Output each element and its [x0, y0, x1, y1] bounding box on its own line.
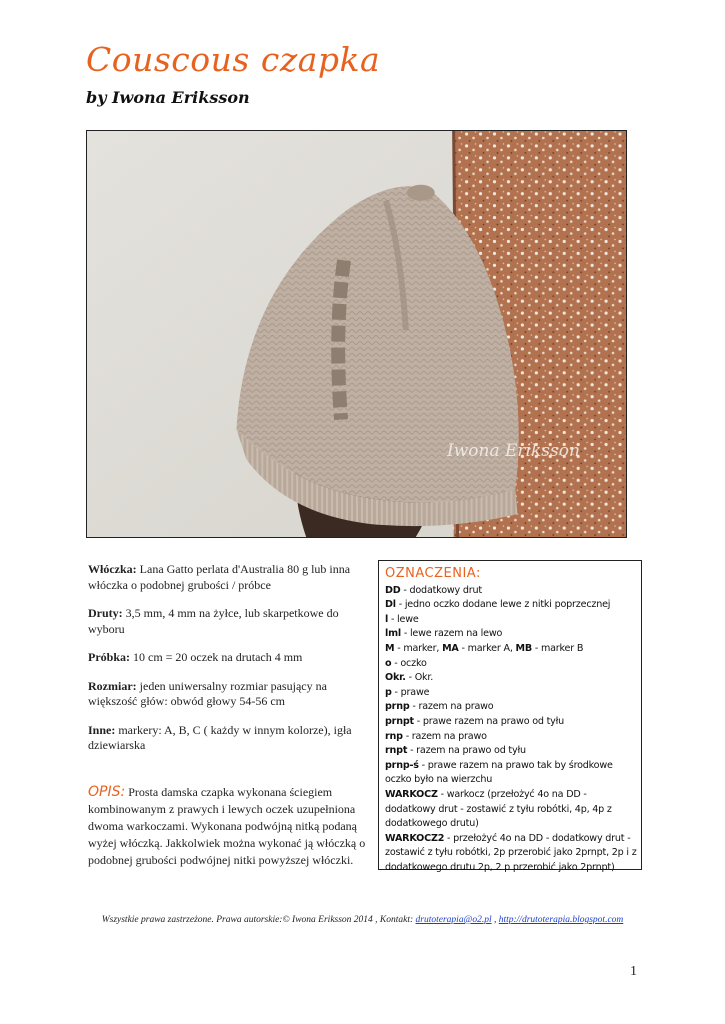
abbreviation-term: o [385, 657, 392, 669]
abbreviation-row [385, 657, 637, 672]
spec-label: Rozmiar: [88, 678, 137, 693]
page-number: 1 [630, 964, 637, 979]
abbreviation-row [385, 700, 637, 715]
abbreviation-definition: - marker A, [458, 642, 516, 654]
abbreviation-row [385, 788, 637, 832]
abbreviation-term: rnpt [385, 745, 408, 757]
abbreviation-row [385, 730, 637, 745]
spec-gauge [88, 650, 372, 666]
spec-label: Inne: [88, 722, 116, 737]
photo-watermark: Iwona Eriksson [447, 441, 580, 461]
abbreviation-definition: - razem na prawo od tyłu [407, 745, 526, 757]
abbreviation-definition: - marker, [394, 642, 443, 654]
pattern-specs [88, 562, 372, 882]
copyright-text: Wszystkie prawa zastrzeżone. Prawa autorskie:© Iwona Eriksson 2014 , Kontakt: [101, 915, 416, 925]
spec-label: Próbka: [88, 650, 130, 664]
spec-value: markery: A, B, C ( każdy w innym kolorze), igła dziewiarska [88, 722, 352, 752]
abbreviation-row [385, 686, 637, 701]
abbreviation-definition: - razem na prawo [409, 701, 494, 713]
abbreviation-definition: - dodatkowy drut [400, 584, 482, 596]
blog-link[interactable]: http://drutoterapia.blogspot.com [498, 915, 624, 925]
abbreviation-term: l [385, 613, 389, 625]
abbreviation-term: M [385, 642, 395, 654]
abbreviation-definition: - oczko [391, 657, 427, 669]
abbreviation-definition: - warkocz (przełożyć 4o na DD - dodatkowy drut - zostawić z tyłu robótki, 4p, 4p z dodatkowego drutu) [385, 788, 612, 830]
hat-photo-illustration [87, 131, 626, 537]
spec-value: 3,5 mm, 4 mm na żyłce, lub skarpetkowe do wyboru [88, 606, 339, 636]
abbreviation-row [385, 832, 637, 876]
spec-value: 10 cm = 20 oczek na drutach 4 mm [130, 650, 303, 664]
abbreviation-term: p [385, 686, 392, 698]
abbreviations-box [378, 560, 642, 873]
abbreviation-definition: - lewe razem na lewo [400, 628, 503, 640]
abbreviation-definition: - prawe razem na prawo tak by środkowe oczko było na wierzchu [385, 759, 613, 786]
abbreviation-term: lml [385, 628, 401, 640]
abbreviation-term: prnpt [385, 715, 414, 727]
abbreviation-definition: - jedno oczko dodane lewe z nitki poprzecznej [395, 599, 611, 611]
spec-yarn [88, 562, 372, 593]
abbreviation-row [385, 613, 637, 628]
hat-photo [86, 130, 627, 538]
description-text: Prosta damska czapka wykonana ściegiem kombinowanym z prawych i lewych oczek uzupełniona dwoma warkoczami. Wykonana podwójną nitką podaną wyżej włóczką. Jakkolwiek można wykonać ją włóczką o podobnej grubości podwójnej nitki powyższej włóczki. [88, 784, 366, 867]
abbreviation-row [385, 715, 637, 730]
spec-value: jeden uniwersalny rozmiar pasujący na większość głów: obwód głowy 54-56 cm [88, 678, 327, 708]
abbreviation-definition: - lewe [388, 613, 419, 625]
spec-other [88, 723, 372, 754]
abbreviation-definition: - prawe razem na prawo od tyłu [413, 715, 565, 727]
abbreviation-row [385, 759, 637, 788]
abbreviation-term: prnp [385, 701, 410, 713]
abbreviation-row [385, 744, 637, 759]
abbreviation-definition: - razem na prawo [402, 730, 487, 742]
footer-separator: , [491, 915, 499, 925]
abbreviation-term: MB [515, 642, 533, 654]
abbreviation-row [385, 671, 637, 686]
spec-label: Druty: [88, 606, 123, 620]
description [88, 784, 372, 869]
abbreviation-term: prnp-ś [385, 759, 419, 771]
abbreviation-definition: - przełożyć 4o na DD - dodatkowy drut - zostawić z tyłu robótki, 2p przerobić jako 2prnpt, 2p i z dodatkowego drutu 2p, 2 p przerobić jako 2prnpt) [385, 832, 637, 873]
abbreviation-row [385, 598, 637, 613]
abbreviation-term: rnp [385, 730, 403, 742]
abbreviation-definition: - prawe [391, 686, 430, 698]
contact-email-link[interactable]: drutoterapia@o2.pl [415, 915, 492, 925]
abbreviations-list [385, 584, 637, 876]
spec-value: Lana Gatto perlata d'Australia 80 g lub inna włóczka o podobnej grubości / próbce [88, 562, 351, 592]
abbreviation-row [385, 627, 637, 642]
spec-size [88, 679, 372, 710]
copyright-footer [0, 915, 725, 925]
abbreviations-heading: OZNACZENIA: [385, 566, 481, 581]
spec-label: Włóczka: [88, 562, 137, 576]
abbreviation-term: DD [385, 584, 401, 596]
abbreviation-term: Okr. [385, 672, 406, 684]
abbreviation-term: WARKOCZ2 [385, 832, 445, 844]
abbreviation-term: WARKOCZ [385, 788, 438, 800]
abbreviation-definition: - Okr. [405, 672, 434, 684]
document-title: Couscous czapka [86, 40, 381, 79]
spec-needles [88, 606, 372, 637]
abbreviation-row [385, 642, 637, 657]
abbreviation-definition: - marker B [532, 642, 584, 654]
author-byline: by Iwona Eriksson [86, 88, 250, 107]
abbreviation-term: MA [442, 642, 459, 654]
abbreviation-row [385, 584, 637, 599]
abbreviation-term: Dl [385, 599, 396, 611]
description-heading: OPIS: [88, 783, 126, 800]
